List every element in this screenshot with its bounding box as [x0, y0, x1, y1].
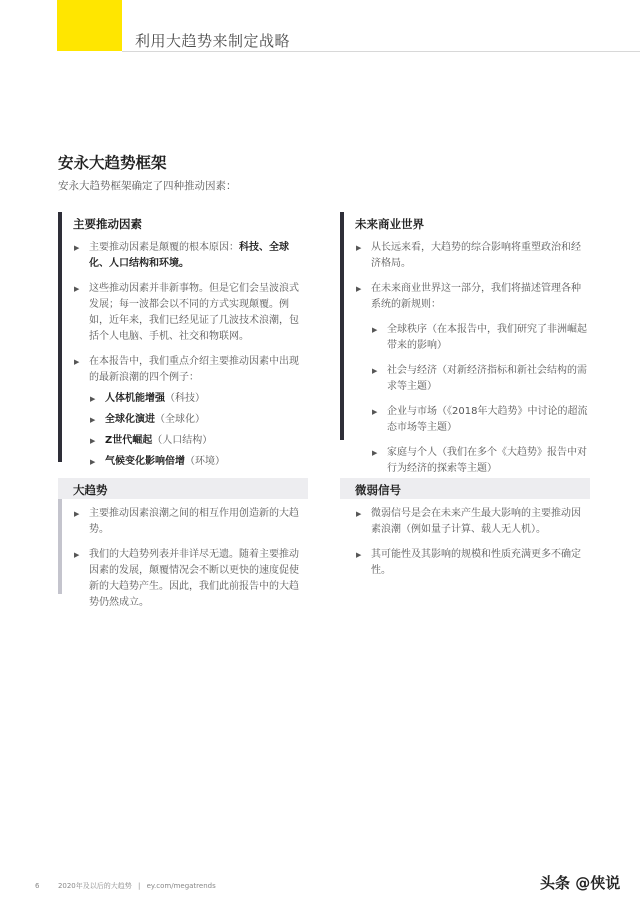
signals-box: [340, 478, 590, 576]
megatrends-list: [74, 506, 306, 620]
footer-separator: |: [138, 882, 141, 890]
sub-list-item: ▶ 全球秩序（在本报告中，我们研究了非洲崛起带来的影响）: [372, 324, 587, 351]
drivers-bar: [58, 212, 62, 462]
bullet-triangle-icon: ▶: [356, 244, 362, 252]
drivers-list: [74, 240, 306, 475]
bullet-triangle-icon: ▶: [372, 449, 378, 457]
bullet-triangle-icon: ▶: [372, 408, 378, 416]
bullet-triangle-icon: ▶: [356, 285, 362, 293]
megatrends-box: [58, 478, 308, 608]
bullet-triangle-icon: ▶: [74, 285, 80, 293]
list-item: ▶ 我们的大趋势列表并非详尽无遗。随着主要推动因素的发展，颠覆情况会不断以更快的速度促使新的大趋势产生。因此，我们此前报告中的大趋势仍然成立。: [74, 549, 299, 608]
bullet-triangle-icon: ▶: [372, 326, 378, 334]
megatrends-title: 大趋势: [73, 483, 108, 497]
sub-list-item: ▶ 企业与市场（《2018年大趋势》中讨论的超流态市场等主题）: [372, 406, 588, 433]
list-item: ▶ 主要推动因素是颠覆的根本原因：科技、全球化、人口结构和环境。: [74, 242, 289, 269]
bullet-triangle-icon: ▶: [74, 244, 80, 252]
sub-list-item: ▶ 全球化演进（全球化）: [90, 412, 306, 428]
bullet-triangle-icon: ▶: [372, 367, 378, 375]
page-footer: [35, 881, 216, 891]
bullet-triangle-icon: ▶: [74, 358, 80, 366]
footer-url[interactable]: ey.com/megatrends: [146, 882, 216, 890]
bullet-triangle-icon: ▶: [90, 458, 96, 466]
section-title: 安永大趋势框架: [58, 154, 167, 172]
list-item: ▶ 从长远来看，大趋势的综合影响将重塑政治和经济格局。: [356, 242, 581, 269]
list-item: ▶ 这些推动因素并非新事物。但是它们会呈波浪式发展；每一波都会以不同的方式实现颠覆。例如，近年来，我们已经见证了几波技术浪潮，包括个人电脑、手机、社交和物联网。: [74, 283, 299, 342]
watermark: 头条 @侠说: [540, 874, 621, 892]
bullet-triangle-icon: ▶: [356, 551, 362, 559]
bullet-triangle-icon: ▶: [90, 416, 96, 424]
list-item: ▶ 在未来商业世界这一部分，我们将描述管理各种系统的新规则：: [356, 283, 581, 310]
report-name: 2020年及以后的大趋势: [57, 882, 132, 890]
signals-title: 微弱信号: [355, 483, 401, 497]
drivers-title: 主要推动因素: [73, 217, 142, 231]
brand-yellow-block: [57, 0, 122, 51]
future-header: [340, 212, 590, 233]
drivers-header: [58, 212, 308, 233]
bullet-triangle-icon: ▶: [74, 510, 80, 518]
sub-list-item: ▶ 气候变化影响倍增（环境）: [90, 454, 306, 470]
list-item: ▶ 微弱信号是会在未来产生最大影响的主要推动因素浪潮（例如量子计算、载人无人机）。: [356, 508, 581, 535]
future-box: [340, 212, 590, 474]
future-title: 未来商业世界: [355, 217, 424, 231]
sub-list-item: ▶ 家庭与个人（我们在多个《大趋势》报告中对行为经济的探索等主题）: [372, 447, 587, 474]
sub-list-item: ▶ Z世代崛起（人口结构）: [90, 433, 306, 449]
bullet-triangle-icon: ▶: [90, 437, 96, 445]
bullet-triangle-icon: ▶: [356, 510, 362, 518]
sub-list-item: ▶ 社会与经济（对新经济指标和新社会结构的需求等主题）: [372, 365, 587, 392]
signals-header: [340, 478, 590, 499]
page-number: 6: [35, 882, 40, 890]
future-bar: [340, 212, 344, 440]
future-list: [356, 240, 588, 486]
list-item: ▶ 其可能性及其影响的规模和性质充满更多不确定性。: [356, 549, 581, 576]
section-intro: 安永大趋势框架确定了四种推动因素：: [58, 180, 237, 192]
signals-list: [356, 506, 588, 588]
bullet-triangle-icon: ▶: [90, 395, 96, 403]
header-divider: [122, 51, 640, 52]
list-item: ▶ 主要推动因素浪潮之间的相互作用创造新的大趋势。: [74, 508, 299, 535]
sub-list-item: ▶ 人体机能增强（科技）: [90, 391, 306, 407]
page-header-title: 利用大趋势来制定战略: [135, 32, 291, 50]
megatrends-header: [58, 478, 308, 499]
bullet-triangle-icon: ▶: [74, 551, 80, 559]
list-item: ▶ 在本报告中，我们重点介绍主要推动因素中出现的最新浪潮的四个例子：: [74, 356, 299, 383]
drivers-box: [58, 212, 308, 467]
